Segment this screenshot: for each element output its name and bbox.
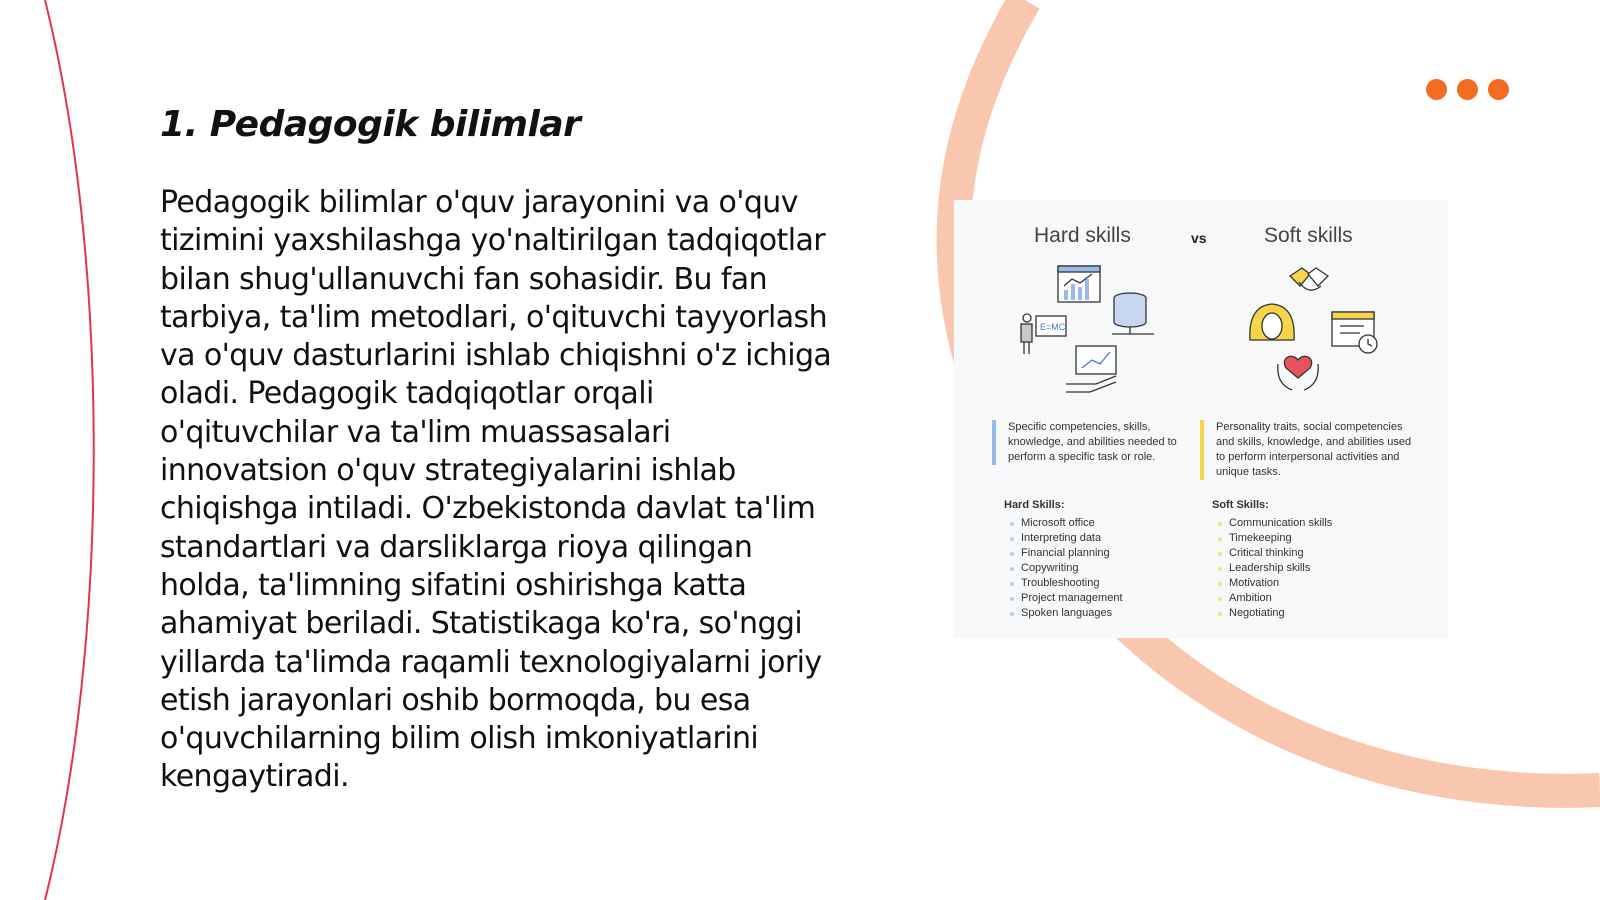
- growth-chart-hand-icon: [1066, 346, 1116, 392]
- skills-icons: [954, 260, 1448, 410]
- slide-title: 1. Pedagogik bilimlar: [160, 104, 581, 145]
- list-item: Interpreting data: [1021, 531, 1123, 546]
- hard-skills-list-title: Hard Skills:: [1004, 499, 1065, 511]
- soft-skills-list-title: Soft Skills:: [1212, 499, 1269, 511]
- svg-text:E=MC: E=MC: [1040, 322, 1066, 332]
- dot-icon: [1426, 79, 1447, 100]
- dot-icon: [1457, 79, 1478, 100]
- decorative-dots: [1426, 79, 1509, 100]
- handshake-icon: [1290, 268, 1328, 290]
- list-item: Ambition: [1229, 591, 1332, 606]
- hard-skills-list: [1004, 498, 1123, 621]
- person-head-icon: [1250, 304, 1294, 340]
- vs-label: vs: [1191, 230, 1207, 246]
- left-accent-line: [45, 0, 94, 900]
- list-item: Critical thinking: [1229, 546, 1332, 561]
- list-item: Timekeeping: [1229, 531, 1332, 546]
- list-item: Project management: [1021, 592, 1123, 604]
- soft-skills-description: Personality traits, social competencies and skills, knowledge, and abilities used to perform interpersonal activities and unique tasks.: [1200, 420, 1416, 480]
- hard-vs-soft-skills-image: [954, 200, 1448, 638]
- hard-skills-description: Specific competencies, skills, knowledge, and abilities needed to perform a specific task or role.: [992, 420, 1208, 465]
- list-item: Financial planning: [1021, 546, 1123, 561]
- heart-hands-icon: [1278, 356, 1318, 390]
- list-item: Troubleshooting: [1021, 576, 1123, 591]
- list-item: Negotiating: [1229, 606, 1332, 621]
- dot-icon: [1488, 79, 1509, 100]
- soft-skills-list: [1212, 498, 1332, 621]
- list-item: Leadership skills: [1229, 561, 1332, 576]
- soft-skills-heading: Soft skills: [1264, 224, 1353, 247]
- list-item: Microsoft office: [1021, 516, 1123, 531]
- list-item: Communication skills: [1229, 517, 1333, 529]
- hard-skills-heading: Hard skills: [1034, 224, 1131, 247]
- list-item: Copywriting: [1021, 561, 1123, 576]
- list-item: Spoken languages: [1021, 606, 1123, 621]
- calendar-clock-icon: [1332, 312, 1377, 353]
- slide-body-text: Pedagogik bilimlar o'quv jarayonini va o'quv tizimini yaxshilashga yo'naltirilgan tadqiqotlar bilan shug'ullanuvchi fan sohasidir. Bu fan tarbiya, ta'lim metodlari, o'qituvchi tayyorlash va o'quv dasturlarini ishlab chiqishni o'z ichiga oladi. Pedagogik tadqiqotlar orqali o'qituvchilar va ta'lim muassasalari innovatsion o'quv strategiyalarini ishlab chiqishga intiladi. O'zbekistonda davlat ta'lim standartlari va darsliklarga rioya qilingan holda, ta'limning sifatini oshirishga katta ahamiyat beriladi. Statistikaga ko'ra, so'nggi yillarda ta'limda raqamli texnologiyalarni joriy etish jarayonlari oshib bormoqda, bu esa o'quvchilarning bilim olish imkoniyatlarini kengaytiradi.: [160, 185, 832, 795]
- bar-chart-icon: [1058, 266, 1100, 302]
- list-item: Motivation: [1229, 576, 1332, 591]
- presentation-icon: [1021, 314, 1066, 354]
- database-icon: [1112, 293, 1154, 334]
